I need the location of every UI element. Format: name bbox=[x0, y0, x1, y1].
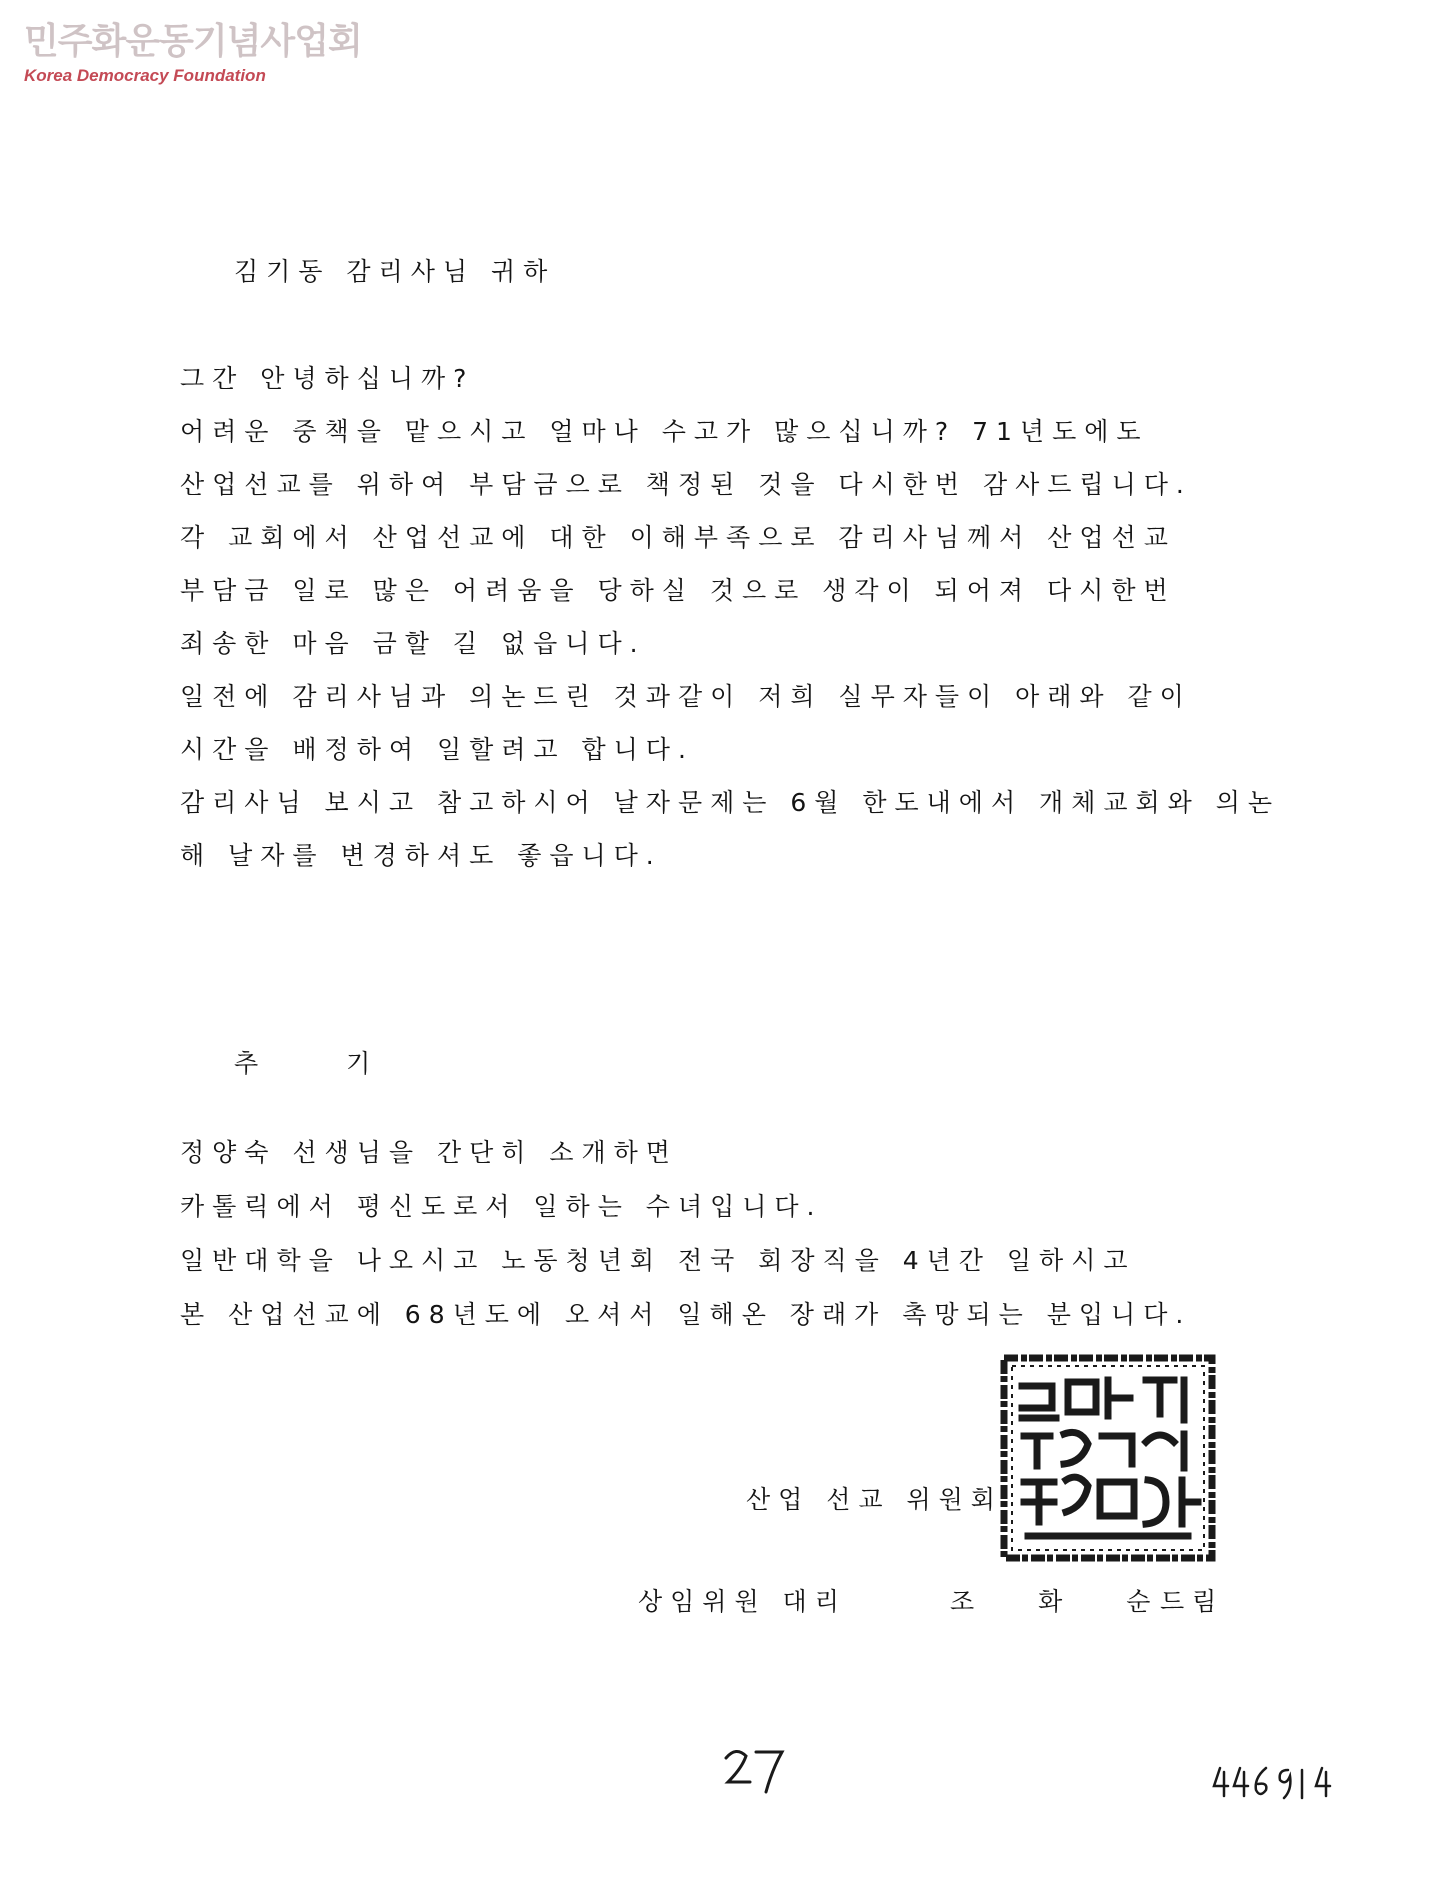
official-seal-stamp bbox=[998, 1352, 1218, 1564]
body-line: 부담금 일로 많은 어려움을 당하실 것으로 생각이 되어져 다시한번 bbox=[180, 576, 1176, 605]
postscript-body bbox=[180, 1126, 1191, 1342]
signature-role: 상임위원 대리 bbox=[638, 1587, 847, 1616]
body-line: 그간 안녕하십니까? bbox=[180, 364, 475, 393]
body-line: 죄송한 마음 금할 길 없읍니다. bbox=[180, 629, 646, 658]
body-line: 감리사님 보시고 참고하시어 날자문제는 6월 한도내에서 개체교회와 의논 bbox=[180, 788, 1281, 817]
body-line: 해 날자를 변경하셔도 좋읍니다. bbox=[180, 841, 662, 870]
postscript-line: 일반대학을 나오시고 노동청년회 전국 회장직을 4년간 일하시고 bbox=[180, 1246, 1136, 1275]
postscript-heading: 추 기 bbox=[234, 1049, 411, 1078]
body-line: 시간을 배정하여 일할려고 합니다. bbox=[180, 735, 694, 764]
body-line: 일전에 감리사님과 의논드린 것과같이 저희 실무자들이 아래와 같이 bbox=[180, 682, 1192, 711]
body-line: 어려운 중책을 맡으시고 얼마나 수고가 많으십니까? 71년도에도 bbox=[180, 417, 1149, 446]
signature-closing: 드림 bbox=[1160, 1587, 1225, 1616]
body-line: 각 교회에서 산업선교에 대한 이해부족으로 감리사님께서 산업선교 bbox=[180, 523, 1176, 552]
postscript-line: 본 산업선교에 68년도에 오셔서 일해온 장래가 촉망되는 분입니다. bbox=[180, 1300, 1192, 1329]
body-line: 산업선교를 위하여 부담금으로 책정된 것을 다시한번 감사드립니다. bbox=[180, 470, 1192, 499]
watermark-logo bbox=[24, 20, 362, 86]
letter-body bbox=[180, 352, 1280, 882]
salutation: 김기동 감리사님 귀하 bbox=[234, 257, 556, 286]
postscript-line: 카톨릭에서 평신도로서 일하는 수녀입니다. bbox=[180, 1192, 823, 1221]
handwritten-page-mark bbox=[720, 1740, 790, 1796]
postscript-line: 정양숙 선생님을 간단히 소개하면 bbox=[180, 1138, 678, 1167]
watermark-korean: 민주화운동기념사업회 bbox=[24, 21, 362, 62]
signature-name: 조 화 순 bbox=[950, 1587, 1179, 1616]
signature-organization: 산업 선교 위원회 bbox=[746, 1485, 1003, 1514]
watermark-english: Korea Democracy Foundation bbox=[24, 66, 266, 85]
handwritten-archive-number bbox=[1210, 1762, 1340, 1802]
